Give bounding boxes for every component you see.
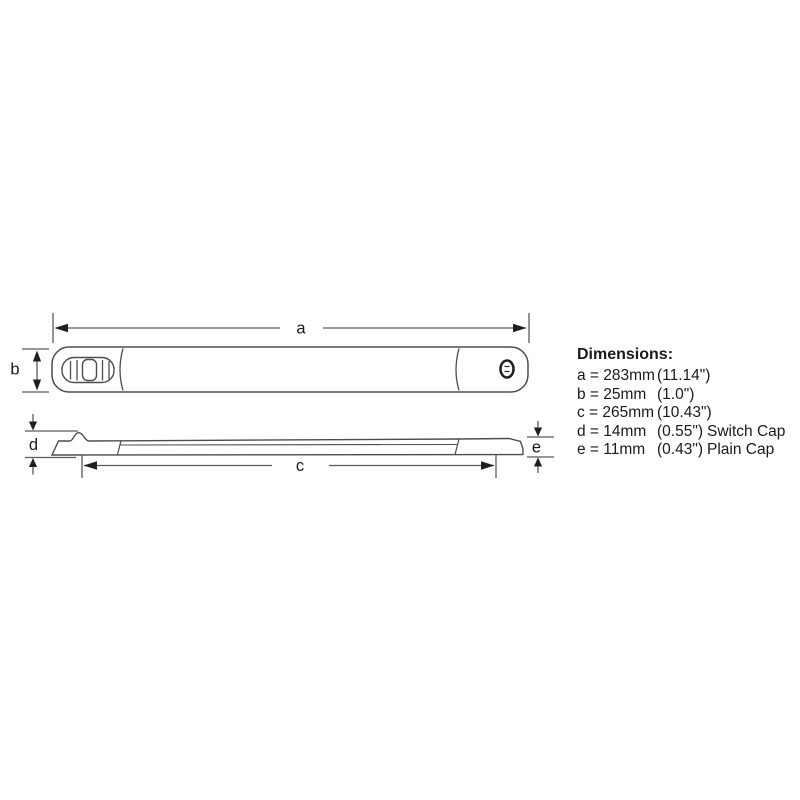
dimension-e-inch: (0.43") — [657, 441, 703, 459]
dimension-row-c — [577, 404, 785, 423]
dim-a — [53, 313, 529, 343]
dimensions-title: Dimensions: — [577, 346, 674, 363]
dimension-d-note: Switch Cap — [707, 422, 786, 440]
dimension-e-note: Plain Cap — [707, 441, 775, 459]
dimension-d-inch: (0.55") — [657, 422, 703, 440]
dim-label-b: b — [10, 360, 20, 379]
dimension-e-mm: e = 11mm — [577, 441, 646, 459]
dim-b-arrow-up — [33, 351, 41, 362]
dimension-row-e — [577, 441, 785, 460]
dim-c-arrow-left — [84, 461, 98, 469]
dim-e — [527, 421, 554, 473]
dimension-row-d — [577, 423, 785, 442]
dim-c — [82, 455, 496, 478]
dimension-a-mm: a = 283mm — [577, 367, 655, 384]
dimension-b-mm: b = 25mm — [577, 385, 647, 403]
dim-label-e: e — [531, 438, 542, 457]
dimensions-legend — [577, 345, 785, 460]
dim-e-arrow-down — [534, 428, 542, 437]
dim-a-arrow-left — [55, 324, 69, 332]
dim-d-arrow-down — [29, 422, 37, 431]
dim-c-arrow-right — [481, 461, 495, 469]
dimension-c-mm: c = 265mm — [577, 404, 655, 422]
dim-a-arrow-right — [513, 324, 527, 332]
dim-d-arrow-up — [29, 458, 37, 467]
side-profile-outline — [52, 433, 523, 455]
dim-e-arrow-up — [534, 458, 542, 467]
dim-label-c: c — [295, 457, 305, 475]
side-view — [52, 433, 523, 455]
dimension-c-inch: (10.43") — [657, 404, 712, 422]
top-view — [52, 347, 528, 392]
dimension-d-mm: d = 14mm — [577, 422, 647, 440]
lens-edge-line — [120, 445, 457, 446]
dimension-b-inch: (1.0") — [657, 385, 695, 403]
dim-b — [10, 349, 49, 392]
dimension-row-b — [577, 386, 785, 405]
dimension-row-a — [577, 367, 785, 386]
dimension-a-inch: (11.14") — [657, 367, 711, 384]
dim-label-a: a — [296, 319, 306, 338]
dim-b-arrow-down — [33, 380, 41, 391]
dim-label-d: d — [28, 436, 39, 454]
